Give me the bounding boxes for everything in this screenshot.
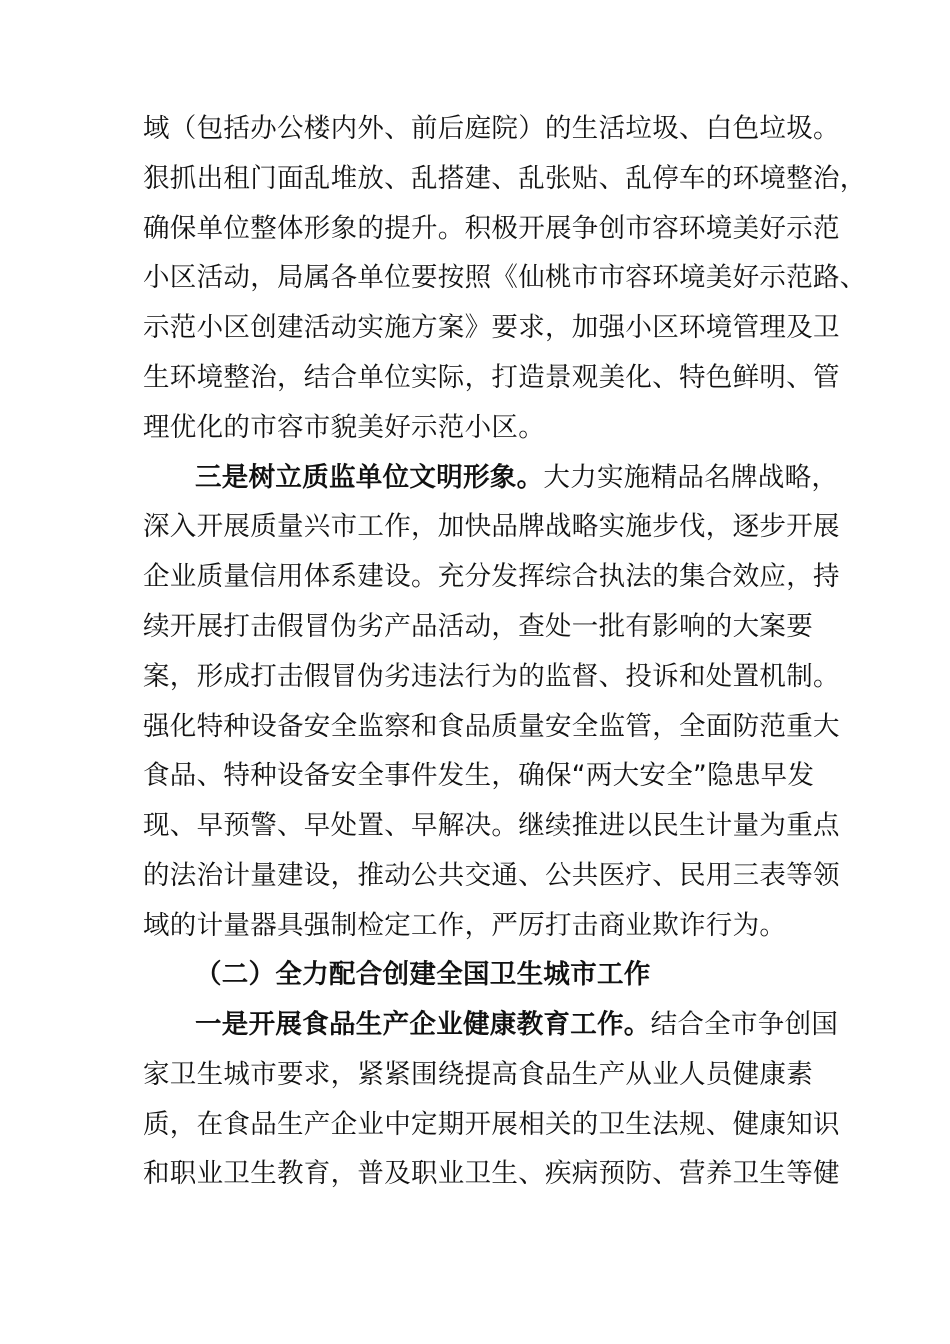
text-line: 的法治计量建设，推动公共交通、公共医疗、民用三表等领 <box>143 860 840 891</box>
text-line: 生环境整治，结合单位实际，打造景观美化、特色鲜明、管 <box>143 362 840 393</box>
text-line: 确保单位整体形象的提升。积极开展争创市容环境美好示范 <box>143 213 840 244</box>
section-heading-text: （二）全力配合创建全国卫生城市工作 <box>195 959 651 990</box>
paragraph-text: 结合全市争创国 <box>650 1009 839 1040</box>
text-line: 深入开展质量兴市工作，加快品牌战略实施步伐，逐步开展 <box>143 511 840 542</box>
paragraph-line <box>195 1003 895 1047</box>
text-line: 食品、特种设备安全事件发生，确保“两大安全”隐患早发 <box>143 760 815 791</box>
text-line: 理优化的市容市貌美好示范小区。 <box>143 412 545 443</box>
paragraph-line <box>195 456 895 500</box>
text-line: 现、早预警、早处置、早解决。继续推进以民生计量为重点 <box>143 810 840 841</box>
text-line: 域（包括办公楼内外、前后庭院）的生活垃圾、白色垃圾。 <box>143 113 840 144</box>
section-heading <box>195 953 895 997</box>
text-line: 域的计量器具强制检定工作，严厉打击商业欺诈行为。 <box>143 910 787 941</box>
text-line: 案，形成打击假冒伪劣违法行为的监督、投诉和处置机制。 <box>143 661 840 692</box>
text-line: 和职业卫生教育，普及职业卫生、疾病预防、营养卫生等健 <box>143 1158 840 1189</box>
text-line: 质，在食品生产企业中定期开展相关的卫生法规、健康知识 <box>143 1109 840 1140</box>
text-line: 示范小区创建活动实施方案》要求，加强小区环境管理及卫 <box>143 312 840 343</box>
text-line: 狠抓出租门面乱堆放、乱搭建、乱张贴、乱停车的环境整治， <box>143 163 867 194</box>
paragraph-heading: 一是开展食品生产企业健康教育工作。 <box>195 1009 651 1040</box>
paragraph-heading: 三是树立质监单位文明形象。 <box>195 462 544 493</box>
text-line: 家卫生城市要求，紧紧围绕提高食品生产从业人员健康素 <box>143 1059 813 1090</box>
text-line: 强化特种设备安全监察和食品质量安全监管，全面防范重大 <box>143 711 840 742</box>
paragraph-text: 大力实施精品名牌战略， <box>543 462 839 493</box>
text-line: 小区活动，局属各单位要按照《仙桃市市容环境美好示范路、 <box>143 262 867 293</box>
text-line: 企业质量信用体系建设。充分发挥综合执法的集合效应，持 <box>143 561 840 592</box>
text-line: 续开展打击假冒伪劣产品活动，查处一批有影响的大案要 <box>143 611 813 642</box>
